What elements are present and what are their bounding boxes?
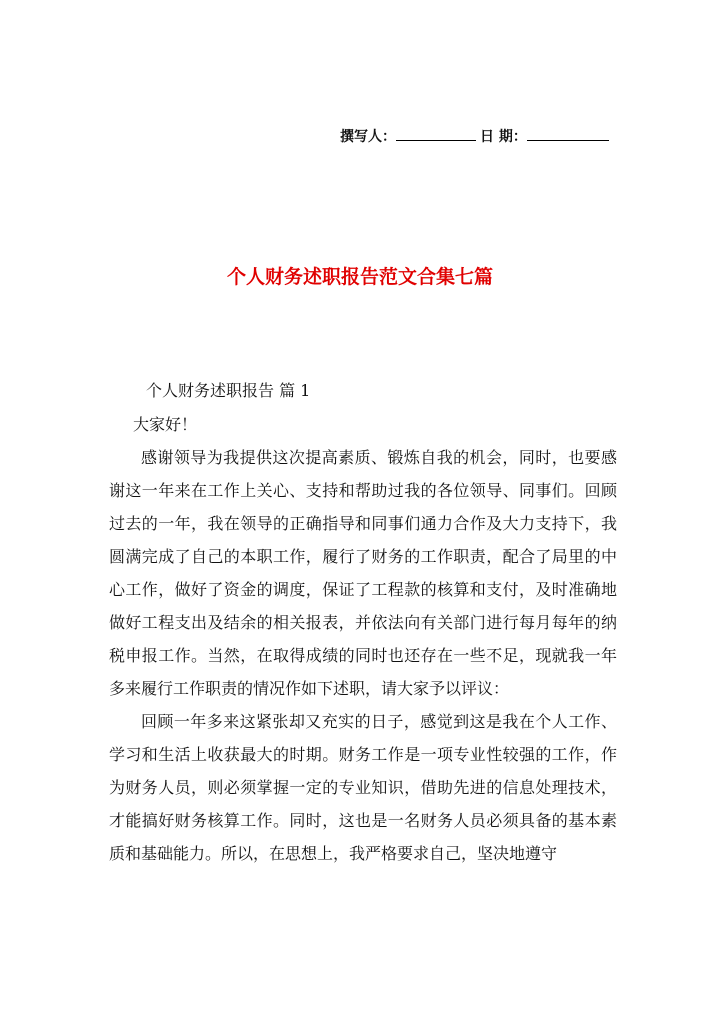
author-date-header bbox=[340, 126, 609, 146]
body-text bbox=[109, 408, 617, 870]
document-title: 个人财务述职报告范文合集七篇 bbox=[226, 266, 493, 288]
author-blank-line bbox=[396, 126, 476, 141]
body-paragraph-1: 感谢领导为我提供这次提高素质、锻炼自我的机会，同时，也要感谢这一年来在工作上关心、支持和帮助过我的各位领导、同事们。回顾过去的一年，我在领导的正确指导和同事们通力合作及大力支持下，我圆满完成了自己的本职工作，履行了财务的工作职责，配合了局里的中心工作，做好了资金的调度，保证了工程款的核算和支付，及时准确地做好工程支出及结余的相关报表，并依法向有关部门进行每月每年的纳税申报工作。当然，在取得成绩的同时也还存在一些不足，现就我一年多来履行工作职责的情况作如下述职，请大家予以评议： bbox=[109, 448, 617, 698]
section-heading: 个人财务述职报告 篇 1 bbox=[146, 381, 311, 400]
date-blank-line bbox=[527, 126, 609, 141]
greeting-paragraph: 大家好！ bbox=[133, 415, 198, 434]
author-label: 撰写人： bbox=[340, 129, 396, 145]
body-paragraph-2: 回顾一年多来这紧张却又充实的日子，感觉到这是我在个人工作、学习和生活上收获最大的时期。财务工作是一项专业性较强的工作，作为财务人员，则必须掌握一定的专业知识，借助先进的信息处理技术，才能搞好财务核算工作。同时，这也是一名财务人员必须具备的基本素质和基础能力。所以，在思想上，我严格要求自己，坚决地遵守 bbox=[109, 712, 617, 863]
date-label: 日 期： bbox=[480, 129, 527, 145]
